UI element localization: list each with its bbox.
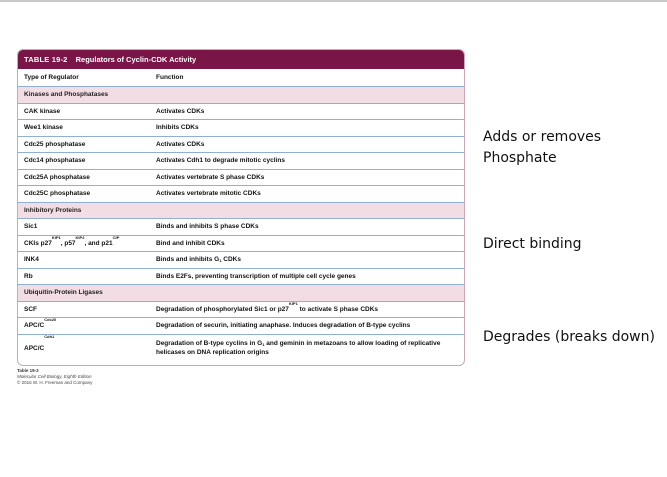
regulator-function: Activates Cdh1 to degrade mitotic cyclins: [156, 157, 285, 164]
regulator-type: CAK kinase: [24, 107, 61, 115]
annotation-degrades: Degrades (breaks down): [483, 329, 655, 345]
regulator-type: Sic1: [24, 223, 38, 230]
table-row: [18, 219, 464, 236]
section-ubiquitin: [18, 285, 464, 302]
table-caption: [17, 368, 92, 386]
regulator-type: Cdc14 phosphatase: [24, 157, 86, 164]
table-row: [18, 252, 464, 269]
table-header-row: [18, 69, 464, 87]
regulator-function: Bind and inhibit CDKs: [156, 239, 225, 247]
regulator-function: Activates vertebrate mitotic CDKs: [156, 190, 261, 197]
regulator-function: Binds E2Fs, preventing transcription of multiple cell cycle genes: [156, 272, 356, 280]
annotation-phosphate-line2: Phosphate: [483, 150, 557, 166]
regulator-type: INK4: [24, 256, 39, 263]
regulator-function: Degradation of B-type cyclins in $G_1$ and geminin in metazoans to allow loading of replicative helicases on DNA replication origins: [156, 339, 441, 356]
annotation-phosphate-line1: Adds or removes: [483, 129, 602, 145]
caption-book: Molecular Cell Biology, Eighth Edition: [17, 374, 92, 379]
header-type: Type of Regulator: [24, 74, 79, 81]
regulator-function: Inhibits CDKs: [156, 124, 199, 131]
table-row: [18, 120, 464, 137]
table-row: [18, 236, 464, 253]
regulator-type: Cdc25 phosphatase: [24, 140, 86, 148]
table-title: Regulators of Cyclin-CDK Activity: [75, 55, 197, 64]
table-row: [18, 104, 464, 121]
caption-copyright: © 2016 W. H. Freeman and Company: [17, 380, 93, 385]
regulator-function: Degradation of phosphorylated Sic1 or $p27^{KIP1}$ to activate S phase CDKs: [156, 300, 379, 313]
regulator-type: Cdc25A phosphatase: [24, 173, 90, 181]
section-kinases: [18, 87, 464, 104]
header-function: Function: [156, 74, 184, 81]
table-row: [18, 137, 464, 154]
table-number: TABLE 19-2: [24, 55, 68, 64]
section-label: Ubiquitin-Protein Ligases: [24, 289, 103, 296]
table-row: [18, 186, 464, 203]
regulator-type: APC/$C^{Cdc20}$: [24, 317, 57, 329]
regulator-type: CKIs $p27^{KIP1}$, $p57^{KIP2}$, and $p21^{CIP}$: [24, 234, 120, 247]
top-divider: [0, 0, 667, 2]
regulator-type: APC/$C^{Cdh1}$: [24, 333, 55, 352]
caption-table-id: Table 19-2: [17, 368, 39, 373]
regulator-function: Activates vertebrate S phase CDKs: [156, 173, 265, 181]
regulator-type: SCF: [24, 305, 37, 313]
regulator-type: Rb: [24, 272, 33, 280]
annotation-phosphate: [483, 127, 601, 169]
regulator-type: Cdc25C phosphatase: [24, 190, 91, 197]
section-label: Inhibitory Proteins: [24, 206, 82, 214]
regulator-function: Activates CDKs: [156, 107, 205, 115]
table-row: [18, 335, 464, 363]
table-row: [18, 269, 464, 286]
table-row: [18, 170, 464, 187]
section-inhibitory: [18, 203, 464, 220]
regulators-table: [17, 49, 465, 366]
regulator-type: Wee1 kinase: [24, 124, 63, 131]
table-row: [18, 302, 464, 319]
annotation-binding: Direct binding: [483, 236, 582, 252]
regulator-function: Binds and inhibits $G_1$ CDKs: [156, 256, 241, 263]
table-row: [18, 153, 464, 170]
regulator-function: Binds and inhibits S phase CDKs: [156, 223, 259, 230]
regulator-function: Activates CDKs: [156, 140, 205, 148]
section-label: Kinases and Phosphatases: [24, 91, 109, 98]
table-row: [18, 318, 464, 335]
regulator-function: Degradation of securin, initiating anaphase. Induces degradation of B-type cyclins: [156, 322, 411, 329]
table-title-bar: [18, 50, 464, 69]
